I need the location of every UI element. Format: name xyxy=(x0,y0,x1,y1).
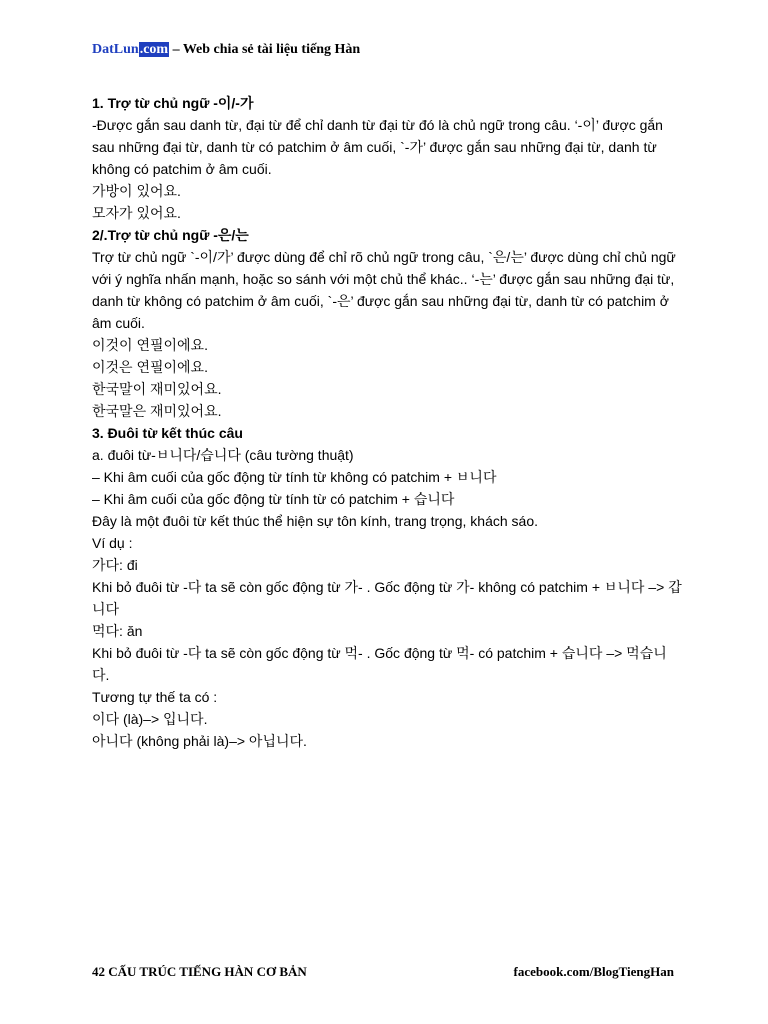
similar-heading: Tương tự thế ta có : xyxy=(92,689,218,705)
example-line: 한국말이 재미있어요. xyxy=(92,381,222,397)
verb-gada-explanation: Khi bỏ đuôi từ -다 ta sẽ còn gốc động từ 가- . Gốc động từ 가- không có patchim + ㅂ니다 –> 갑니다 xyxy=(92,579,682,617)
section-3-subtitle: a. đuôi từ-ㅂ니다/습니다 (câu tường thuật) xyxy=(92,447,354,463)
footer-link: facebook.com/BlogTiengHan xyxy=(513,964,674,979)
example-anida: 아니다 (không phải là)–> 아닙니다. xyxy=(92,733,307,749)
page-footer xyxy=(92,964,674,980)
section-1-body: -Được gắn sau danh từ, đại từ để chỉ danh từ đại từ đó là chủ ngữ trong câu. ‘-이’ được gắn sau những đại từ, danh từ có patchim ở âm cuối, `-가’ được gắn sau những đại từ, danh từ không có patchim ở âm cuối. xyxy=(92,117,663,177)
brand-prefix: DatLun xyxy=(92,42,139,57)
rule-note: Đây là một đuôi từ kết thúc thể hiện sự tôn kính, trang trọng, khách sáo. xyxy=(92,513,538,529)
rule-line: – Khi âm cuối của gốc động từ tính từ có patchim + 습니다 xyxy=(92,491,455,507)
verb-meokda-explanation: Khi bỏ đuôi từ -다 ta sẽ còn gốc động từ 먹- . Gốc động từ 먹- có patchim + 습니다 –> 먹습니다. xyxy=(92,645,667,683)
example-line: 모자가 있어요. xyxy=(92,205,181,221)
section-2-title: 2/.Trợ từ chủ ngữ -은/는 xyxy=(92,227,249,243)
verb-meokda: 먹다: ăn xyxy=(92,623,143,639)
section-2-body: Trợ từ chủ ngữ `-이/가’ được dùng để chỉ rõ chủ ngữ trong câu, `은/는’ được dùng chỉ chủ ngữ với ý nghĩa nhấn mạnh, hoặc so sánh với một chủ thể khác.. ‘-는’ được gắn sau những đại từ, danh từ không có patchim ở âm cuối, `-은’ được gắn sau những đại từ, danh từ có patchim ở âm cuối. xyxy=(92,249,676,331)
brand-domain: .com xyxy=(139,42,169,57)
verb-gada: 가다: đi xyxy=(92,557,138,573)
example-heading: Ví dụ : xyxy=(92,535,133,551)
example-ida: 이다 (là)–> 입니다. xyxy=(92,711,208,727)
section-3-title: 3. Đuôi từ kết thúc câu xyxy=(92,425,243,441)
example-line: 이것이 연필이에요. xyxy=(92,337,208,353)
section-1-title: 1. Trợ từ chủ ngữ -이/-가 xyxy=(92,95,254,111)
page-header xyxy=(92,42,360,58)
example-line: 이것은 연필이에요. xyxy=(92,359,208,375)
example-line: 한국말은 재미있어요. xyxy=(92,403,222,419)
rule-line: – Khi âm cuối của gốc động từ tính từ không có patchim + ㅂ니다 xyxy=(92,469,497,485)
page-content xyxy=(92,92,682,752)
example-line: 가방이 있어요. xyxy=(92,183,181,199)
header-tagline: – Web chia sẻ tài liệu tiếng Hàn xyxy=(169,42,361,57)
footer-title: 42 CẤU TRÚC TIẾNG HÀN CƠ BẢN xyxy=(92,964,307,979)
